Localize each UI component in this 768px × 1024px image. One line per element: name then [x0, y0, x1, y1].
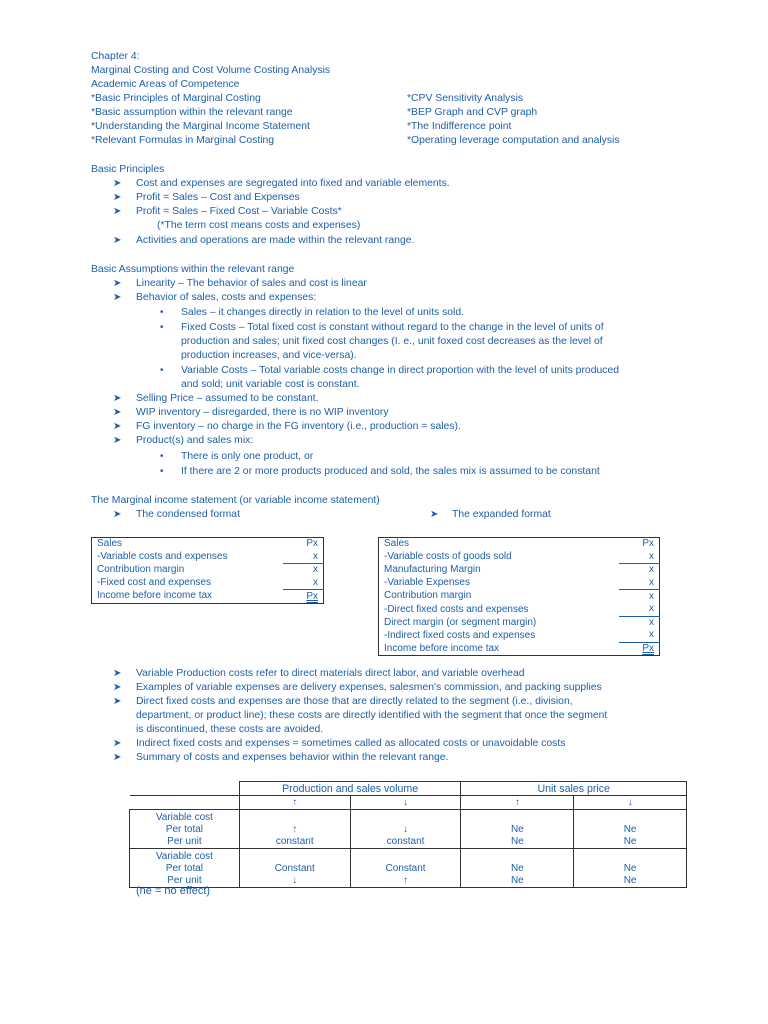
statement-label: Sales: [97, 538, 123, 550]
arrow-bullet-icon: ➤: [113, 178, 122, 189]
note-item-cont: is discontinued, these costs are avoided.: [136, 724, 324, 735]
cell-value: Ne: [623, 863, 637, 874]
statement-row: [92, 538, 324, 551]
cell-value: ↑: [292, 824, 298, 835]
statement-value: Px: [306, 538, 318, 550]
arrow-bullet-icon: ➤: [113, 407, 122, 418]
area-item: *Understanding the Marginal Income Statement: [91, 121, 310, 132]
cell-value: Ne: [510, 824, 524, 835]
increase-arrow-icon: ↑: [461, 796, 574, 810]
behavior-item-cont: and sold; unit variable cost is constant.: [181, 379, 360, 390]
price-header: Unit sales price: [461, 782, 687, 796]
arrow-bullet-icon: ➤: [113, 509, 122, 520]
statement-label: -Indirect fixed costs and expenses: [384, 629, 536, 641]
row-label: Per unit: [167, 875, 202, 886]
table-footnote: (ne = no effect): [136, 885, 211, 897]
statement-value: Px: [306, 590, 318, 602]
arrow-bullet-icon: ➤: [113, 738, 122, 749]
behavior-item-cont: production and sales; unit fixed cost changes (I. e., unit foxed cost decreases as the level of: [181, 336, 603, 347]
statement-label: -Variable Expenses: [384, 577, 470, 589]
chapter-label: Chapter 4:: [91, 51, 140, 62]
statement-label: Direct margin (or segment margin): [384, 616, 537, 628]
area-item: *Basic Principles of Marginal Costing: [91, 93, 261, 104]
assumption-item: Linearity – The behavior of sales and cost is linear: [136, 278, 367, 289]
statement-value: x: [649, 590, 654, 602]
cell-value: ↑: [403, 875, 409, 886]
arrow-bullet-icon: ➤: [113, 696, 122, 707]
statement-row: [92, 551, 324, 564]
cell-value: Constant: [385, 863, 426, 874]
statement-row: [92, 564, 324, 577]
summary-cell: [239, 849, 350, 888]
statement-label: Income before income tax: [97, 590, 213, 602]
statement-label: -Variable costs and expenses: [97, 551, 228, 563]
cell-value: Constant: [274, 863, 315, 874]
arrow-bullet-icon: ➤: [430, 509, 439, 520]
dot-bullet-icon: •: [160, 466, 164, 477]
summary-cell: [350, 849, 461, 888]
statement-row: [379, 603, 660, 616]
mix-item: There is only one product, or: [181, 451, 314, 462]
statement-row: [379, 577, 660, 590]
summary-group-row: [130, 810, 687, 849]
principle-item: Profit = Sales – Cost and Expenses: [136, 192, 300, 203]
principle-item: Profit = Sales – Fixed Cost – Variable Costs*: [136, 206, 342, 217]
arrow-bullet-icon: ➤: [113, 393, 122, 404]
row-label: Per total: [165, 824, 204, 835]
statement-value: x: [313, 564, 318, 576]
arrow-bullet-icon: ➤: [113, 682, 122, 693]
summary-group-row: [130, 849, 687, 888]
note-item: Direct fixed costs and expenses are those that are directly related to the segment (i.e., division,: [136, 696, 573, 707]
row-label: Per total: [165, 863, 204, 874]
arrow-bullet-icon: ➤: [113, 292, 122, 303]
statement-row: [379, 616, 660, 629]
statement-value: Px: [642, 643, 654, 655]
assumption-item: Selling Price – assumed to be constant.: [136, 393, 319, 404]
assumption-item: FG inventory – no charge in the FG inventory (i.e., production = sales).: [136, 421, 461, 432]
dot-bullet-icon: •: [160, 365, 164, 376]
cell-value: ↓: [292, 875, 298, 886]
note-item: Examples of variable expenses are delivery expenses, salesmen's commission, and packing supplies: [136, 682, 602, 693]
behavior-item: Sales – it changes directly in relation to the level of units sold.: [181, 307, 465, 318]
behavior-summary-table: [129, 781, 687, 888]
group-label: Variable cost: [155, 812, 213, 823]
condensed-format-label: The condensed format: [136, 509, 240, 520]
area-item: *Basic assumption within the relevant range: [91, 107, 293, 118]
statement-row: [379, 629, 660, 642]
cell-value: Ne: [510, 875, 524, 886]
cell-value: ↓: [403, 824, 409, 835]
arrow-bullet-icon: ➤: [113, 278, 122, 289]
summary-cell: [461, 810, 574, 849]
statement-row: [379, 551, 660, 564]
statement-label: -Fixed cost and expenses: [97, 577, 211, 589]
note-item: Variable Production costs refer to direct materials direct labor, and variable overhead: [136, 668, 525, 679]
summary-arrow-row: [130, 796, 687, 810]
area-item: *BEP Graph and CVP graph: [407, 107, 538, 118]
section-heading: Basic Principles: [91, 164, 165, 175]
summary-cell: [239, 810, 350, 849]
summary-row-label: [130, 810, 240, 849]
statement-label: -Variable costs of goods sold: [384, 551, 512, 563]
summary-header-row: [130, 782, 687, 796]
summary-cell: [574, 849, 687, 888]
note-item-cont: department, or product line); these costs are directly identified with the segment that once the segment: [136, 710, 608, 721]
behavior-item-cont: production increases, and vice-versa).: [181, 350, 357, 361]
principle-item: Cost and expenses are segregated into fixed and variable elements.: [136, 178, 450, 189]
arrow-bullet-icon: ➤: [113, 668, 122, 679]
summary-cell: [574, 810, 687, 849]
volume-header: Production and sales volume: [239, 782, 461, 796]
cell-value: Ne: [623, 875, 637, 886]
statement-value: x: [619, 629, 660, 642]
arrow-bullet-icon: ➤: [113, 235, 122, 246]
increase-arrow-icon: ↑: [239, 796, 350, 810]
area-item: *The Indifference point: [407, 121, 512, 132]
cell-value: constant: [386, 836, 425, 847]
area-item: *Operating leverage computation and analysis: [407, 135, 620, 146]
behavior-item: Fixed Costs – Total fixed cost is constant without regard to the change in the level of units of: [181, 322, 604, 333]
section-heading: Basic Assumptions within the relevant range: [91, 264, 295, 275]
cell-value: Ne: [623, 836, 637, 847]
principle-item: Activities and operations are made within the relevant range.: [136, 235, 415, 246]
expanded-statement-table: [378, 537, 660, 656]
statement-value: Px: [642, 538, 654, 550]
statement-value: x: [619, 551, 660, 564]
summary-cell: [350, 810, 461, 849]
statement-value: x: [619, 603, 660, 616]
mix-item: If there are 2 or more products produced and sold, the sales mix is assumed to be constant: [181, 466, 600, 477]
statement-row: [379, 564, 660, 577]
statement-row: [379, 590, 660, 603]
expanded-format-label: The expanded format: [452, 509, 551, 520]
statement-value: x: [649, 564, 654, 576]
arrow-bullet-icon: ➤: [113, 435, 122, 446]
statement-row: [379, 538, 660, 551]
condensed-statement-table: [91, 537, 324, 604]
statement-row: [92, 577, 324, 590]
section-heading: The Marginal income statement (or variable income statement): [91, 495, 380, 506]
statement-label: Contribution margin: [384, 590, 472, 602]
row-label: Per unit: [167, 836, 202, 847]
note-item: Indirect fixed costs and expenses = sometimes called as allocated costs or unavoidable costs: [136, 738, 566, 749]
summary-cell: [461, 849, 574, 888]
cell-value: Ne: [510, 863, 524, 874]
statement-row: [379, 642, 660, 656]
note-item: Summary of costs and expenses behavior within the relevant range.: [136, 752, 449, 763]
area-item: *CPV Sensitivity Analysis: [407, 93, 524, 104]
summary-empty: [130, 796, 240, 810]
arrow-bullet-icon: ➤: [113, 192, 122, 203]
cell-value: Ne: [623, 824, 637, 835]
arrow-bullet-icon: ➤: [113, 206, 122, 217]
assumption-item: Behavior of sales, costs and expenses:: [136, 292, 317, 303]
dot-bullet-icon: •: [160, 451, 164, 462]
dot-bullet-icon: •: [160, 322, 164, 333]
statement-label: Manufacturing Margin: [384, 564, 481, 576]
statement-value: x: [283, 577, 324, 590]
decrease-arrow-icon: ↓: [574, 796, 687, 810]
summary-corner: [130, 782, 240, 796]
principle-note: (*The term cost means costs and expenses): [157, 220, 361, 231]
statement-label: Sales: [384, 538, 410, 550]
summary-row-label: [130, 849, 240, 888]
decrease-arrow-icon: ↓: [350, 796, 461, 810]
dot-bullet-icon: •: [160, 307, 164, 318]
chapter-title: Marginal Costing and Cost Volume Costing Analysis: [91, 65, 331, 76]
statement-label: Contribution margin: [97, 564, 185, 576]
arrow-bullet-icon: ➤: [113, 752, 122, 763]
assumption-item: WIP inventory – disregarded, there is no WIP inventory: [136, 407, 389, 418]
statement-value: x: [283, 551, 324, 564]
statement-label: Income before income tax: [384, 642, 500, 654]
areas-heading: Academic Areas of Competence: [91, 79, 240, 90]
statement-value: x: [649, 616, 654, 628]
statement-label: -Direct fixed costs and expenses: [384, 603, 529, 615]
cell-value: constant: [275, 836, 314, 847]
behavior-item: Variable Costs – Total variable costs change in direct proportion with the level of units produced: [181, 365, 619, 376]
group-label: Variable cost: [155, 851, 213, 862]
statement-value: x: [619, 577, 660, 590]
cell-value: Ne: [510, 836, 524, 847]
statement-row: [92, 590, 324, 604]
area-item: *Relevant Formulas in Marginal Costing: [91, 135, 275, 146]
arrow-bullet-icon: ➤: [113, 421, 122, 432]
assumption-item: Product(s) and sales mix:: [136, 435, 254, 446]
